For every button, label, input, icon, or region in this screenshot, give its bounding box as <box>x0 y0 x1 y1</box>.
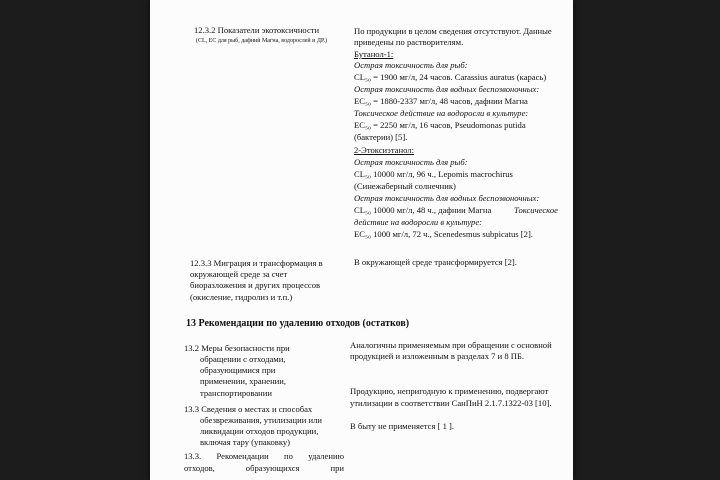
section-13-3-title: ликвидации отходов продукции, <box>200 426 319 436</box>
section-13-3b-title: 13.3. Рекомендации по удалению <box>184 451 344 461</box>
section-13-3-text: Продукцию, непригодную к применению, подвергают <box>350 386 549 396</box>
eco-text-line: CL₅₀ 10000 мг/л, 96 ч., Lepomis macrochirus <box>354 169 513 179</box>
eco-text-line: EC₅₀ = 1880-2337 мг/л, 48 часов, дафнии Магна <box>354 96 528 106</box>
section-12-3-3-text: В окружающей среде трансформируется [2]. <box>354 257 517 267</box>
section-13-3-title: 13.3 Сведения о местах и способах <box>184 404 313 414</box>
section-13-3-title: включая тару (упаковку) <box>200 437 291 447</box>
eco-text-line: (Синежаберный солнечник) <box>354 181 456 191</box>
eco-text-line: Острая токсичность для рыб: <box>354 157 468 167</box>
eco-text-line: Острая токсичность для рыб: <box>354 60 468 70</box>
eco-text-line: Токсическое действие на водоросли в культуре: <box>354 108 529 118</box>
section-13-3-text: утилизации в соответствии СанПиН 2.1.7.1322-03 [10]. <box>350 398 552 408</box>
eco-text-line: CL₅₀ = 1900 мг/л, 24 часов. Carassius auratus (карась) <box>354 72 547 82</box>
solvent-name-butanol: Бутанол-1: <box>354 49 394 59</box>
section-12-3-3-title: 12.3.3 Миграция и трансформация в <box>190 258 323 268</box>
eco-text-line: приведены по растворителям. <box>354 37 464 47</box>
section-13-2-title: транспортировании <box>200 388 272 398</box>
section-13-2-text: продукцией и изложенным в разделах 7 и 8 ПБ. <box>350 351 525 361</box>
section-13-2-text: Аналогичны применяемым при обращении с основной <box>350 340 552 350</box>
eco-text-line: действие на водоросли в культуре: <box>354 217 483 227</box>
section-13-3b-text: В быту не применяется [ 1 ]. <box>350 421 455 431</box>
eco-text-line: Токсическое <box>514 205 558 215</box>
document-page <box>150 0 573 480</box>
section-12-3-2-title: 12.3.2 Показатели экотоксичности <box>194 25 320 35</box>
section-13-3-title: обезвреживания, утилизации или <box>200 415 322 425</box>
section-13-3b-title: отходов, образующихся при <box>184 463 344 473</box>
section-13-2-title: образующимися при <box>200 365 276 375</box>
section-12-3-3-title: (окисление, гидролиз и т.п.) <box>190 292 293 302</box>
section-13-2-title: обращении с отходами, <box>200 354 286 364</box>
eco-text-line: EC₅₀ = 2250 мг/л, 16 часов, Pseudomonas putida <box>354 120 526 130</box>
eco-text-line: (бактерии) [5]. <box>354 132 408 142</box>
section-13-2-title: применении, хранении, <box>200 376 287 386</box>
section-13-2-title: 13.2 Меры безопасности при <box>184 343 290 353</box>
section-12-3-3-title: окружающей среде за счет <box>190 269 288 279</box>
eco-text-line: Острая токсичность для водных беспозвоночных: <box>354 193 540 203</box>
section-12-3-2-subtitle: (CL, EC для рыб, дафний Магна, водорослей и ДР.) <box>196 38 328 44</box>
eco-text-line: CL₅₀ 10000 мг/л, 48 ч., дафнии Магна <box>354 205 492 215</box>
eco-text-line: Острая токсичность для водных беспозвоночных: <box>354 84 540 94</box>
eco-text-line: EC₅₀ 1000 мг/л, 72 ч., Scenedesmus subpicatus [2]. <box>354 229 533 239</box>
section-12-3-3-title: биоразложения и других процессов <box>190 280 321 290</box>
section-13-heading: 13 Рекомендации по удалению отходов (остатков) <box>186 318 410 329</box>
eco-text-line: По продукции в целом сведения отсутствуют. Данные <box>354 26 552 36</box>
solvent-name-ethoxyethanol: 2-Этоксиэтанол: <box>354 145 414 155</box>
